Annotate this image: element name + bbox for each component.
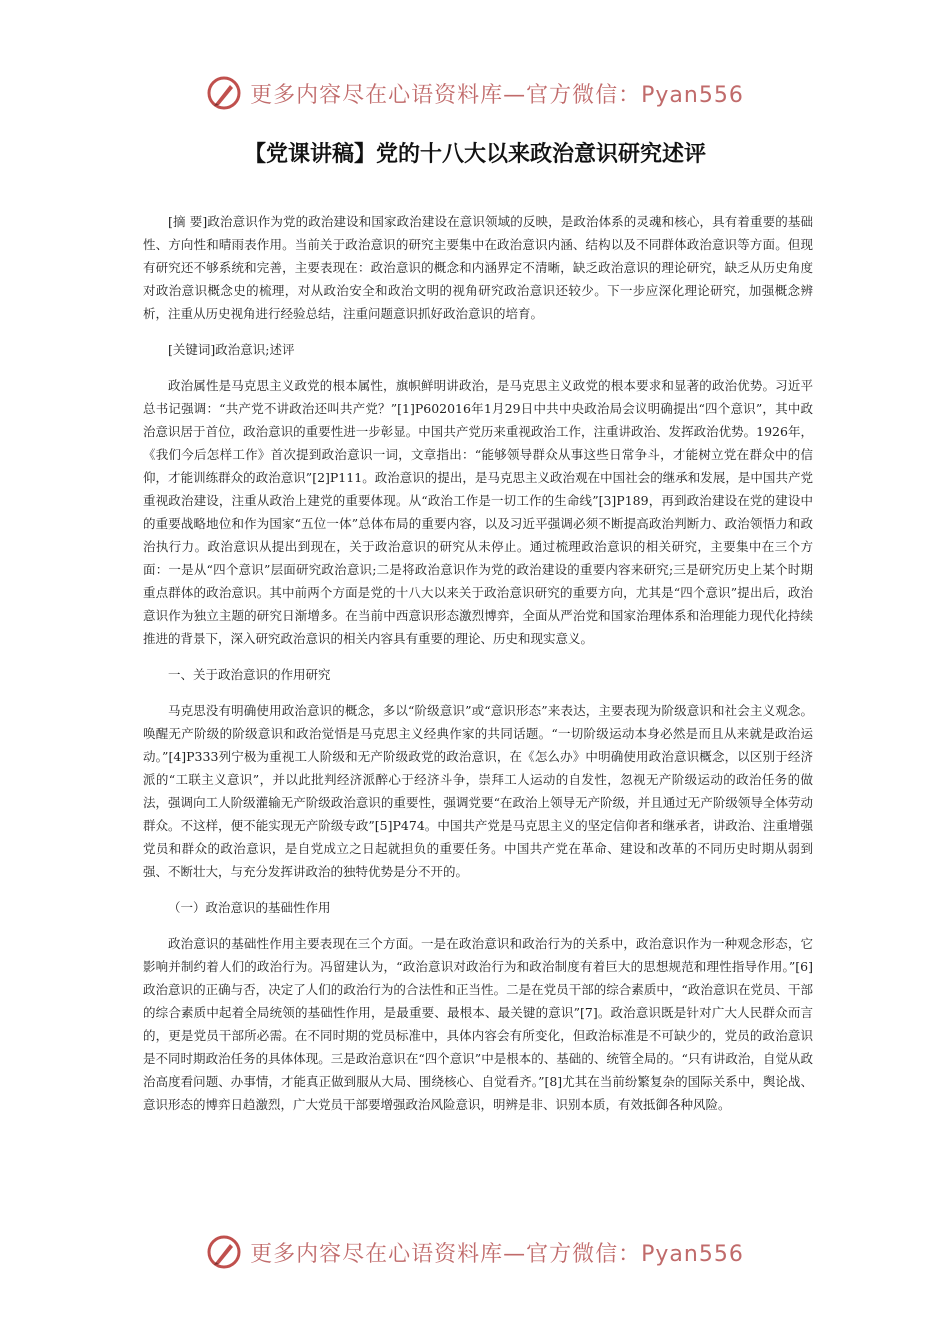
keywords-line: [关键词]政治意识;述评 — [168, 342, 295, 357]
section-heading-1: 一、关于政治意识的作用研究 — [168, 667, 331, 682]
pen-logo-icon — [206, 75, 242, 111]
document-body — [143, 210, 813, 1129]
footer-banner — [0, 1234, 950, 1270]
subsection-heading-1: （一）政治意识的基础性作用 — [168, 900, 331, 915]
banner-text: 更多内容尽在心语资料库—官方微信：Pyan556 — [250, 82, 744, 108]
body-paragraph-3: 政治意识的基础性作用主要表现在三个方面。一是在政治意识和政治行为的关系中，政治意识作为一种观念形态，它影响并制约着人们的政治行为。冯留建认为，“政治意识对政治行为和政治制度有着巨大的思想规范和理性指导作用。”[6]政治意识的正确与否，决定了人们的政治行为的合法性和正当性。二是在党员干部的综合素质中，“政治意识在党员、干部的综合素质中起着全局统领的基础性作用，是最重要、最根本、最关键的意识”[7]。政治意识既是针对广大人民群众而言的，更是党员干部所必需。在不同时期的党员标准中，具体内容会有所变化，但政治标准是不可缺少的，党员的政治意识是不同时期政治任务的具体体现。三是政治意识在“四个意识”中是根本的、基础的、统管全局的。“只有讲政治，自觉从政治高度看问题、办事情，才能真正做到服从大局、围绕核心、自觉看齐。”[8]尤其在当前纷繁复杂的国际关系中，舆论战、意识形态的博弈日趋激烈，广大党员干部要增强政治风险意识，明辨是非、识别本质，有效抵御各种风险。 — [143, 936, 813, 1112]
abstract-paragraph: [摘 要]政治意识作为党的政治建设和国家政治建设在意识领域的反映，是政治体系的灵魂和核心，具有着重要的基础性、方向性和晴雨表作用。当前关于政治意识的研究主要集中在政治意识内涵、结构以及不同群体政治意识等方面。但现有研究还不够系统和完善，主要表现在：政治意识的概念和内涵界定不清晰，缺乏政治意识的理论研究，缺乏从历史角度对政治意识概念史的梳理，对从政治安全和政治文明的视角研究政治意识还较少。下一步应深化理论研究，加强概念辨析，注重从历史视角进行经验总结，注重问题意识抓好政治意识的培育。 — [143, 214, 813, 321]
banner-text: 更多内容尽在心语资料库—官方微信：Pyan556 — [250, 1241, 744, 1267]
body-paragraph-2: 马克思没有明确使用政治意识的概念，多以“阶级意识”或“意识形态”来表达，主要表现为阶级意识和社会主义观念。唤醒无产阶级的阶级意识和政治觉悟是马克思主义经典作家的共同话题。“一切阶级运动本身必然是而且从来就是政治运动。”[4]P333列宁极为重视工人阶级和无产阶级政党的政治意识，在《怎么办》中明确使用政治意识概念，以区别于经济派的“工联主义意识”，并以此批判经济派醉心于经济斗争，崇拜工人运动的自发性，忽视无产阶级运动的政治任务的做法，强调向工人阶级灌输无产阶级政治意识的重要性，强调党要“在政治上领导无产阶级，并且通过无产阶级领导全体劳动群众。不这样，便不能实现无产阶级专政”[5]P474。中国共产党是马克思主义的坚定信仰者和继承者，讲政治、注重增强党员和群众的政治意识，是自党成立之日起就担负的重要任务。中国共产党在革命、建设和改革的不同历史时期从弱到强、不断壮大，与充分发挥讲政治的独特优势是分不开的。 — [143, 703, 813, 879]
pen-logo-icon — [206, 1234, 242, 1270]
document-title: 【党课讲稿】党的十八大以来政治意识研究述评 — [243, 142, 706, 167]
intro-paragraph: 政治属性是马克思主义政党的根本属性，旗帜鲜明讲政治，是马克思主义政党的根本要求和显著的政治优势。习近平总书记强调：“共产党不讲政治还叫共产党？”[1]P602016年1月29日中共中央政治局会议明确提出“四个意识”，其中政治意识居于首位，政治意识的重要性进一步彰显。中国共产党历来重视政治工作，注重讲政治、发挥政治优势。1926年，《我们今后怎样工作》首次提到政治意识一词，文章指出：“能够领导群众从事这些日常争斗，才能树立党在群众中的信仰，才能训练群众的政治意识”[2]P111。政治意识的提出，是马克思主义政治观在中国社会的继承和发展，是中国共产党重视政治建设，注重从政治上建党的重要体现。从“政治工作是一切工作的生命线”[3]P189，再到政治建设在党的建设中的重要战略地位和作为国家“五位一体”总体布局的重要内容，以及习近平强调必须不断提高政治判断力、政治领悟力和政治执行力。政治意识从提出到现在，关于政治意识的研究从未停止。通过梳理政治意识的相关研究，主要集中在三个方面：一是从“四个意识”层面研究政治意识;二是将政治意识作为党的政治建设的重要内容来研究;三是研究历史上某个时期重点群体的政治意识。其中前两个方面是党的十八大以来关于政治意识研究的重要方向，尤其是“四个意识”提出后，政治意识作为独立主题的研究日渐增多。在当前中西意识形态激烈博弈，全面从严治党和国家治理体系和治理能力现代化持续推进的背景下，深入研究政治意识的相关内容具有重要的理论、历史和现实意义。 — [143, 378, 813, 646]
header-banner — [0, 75, 950, 111]
